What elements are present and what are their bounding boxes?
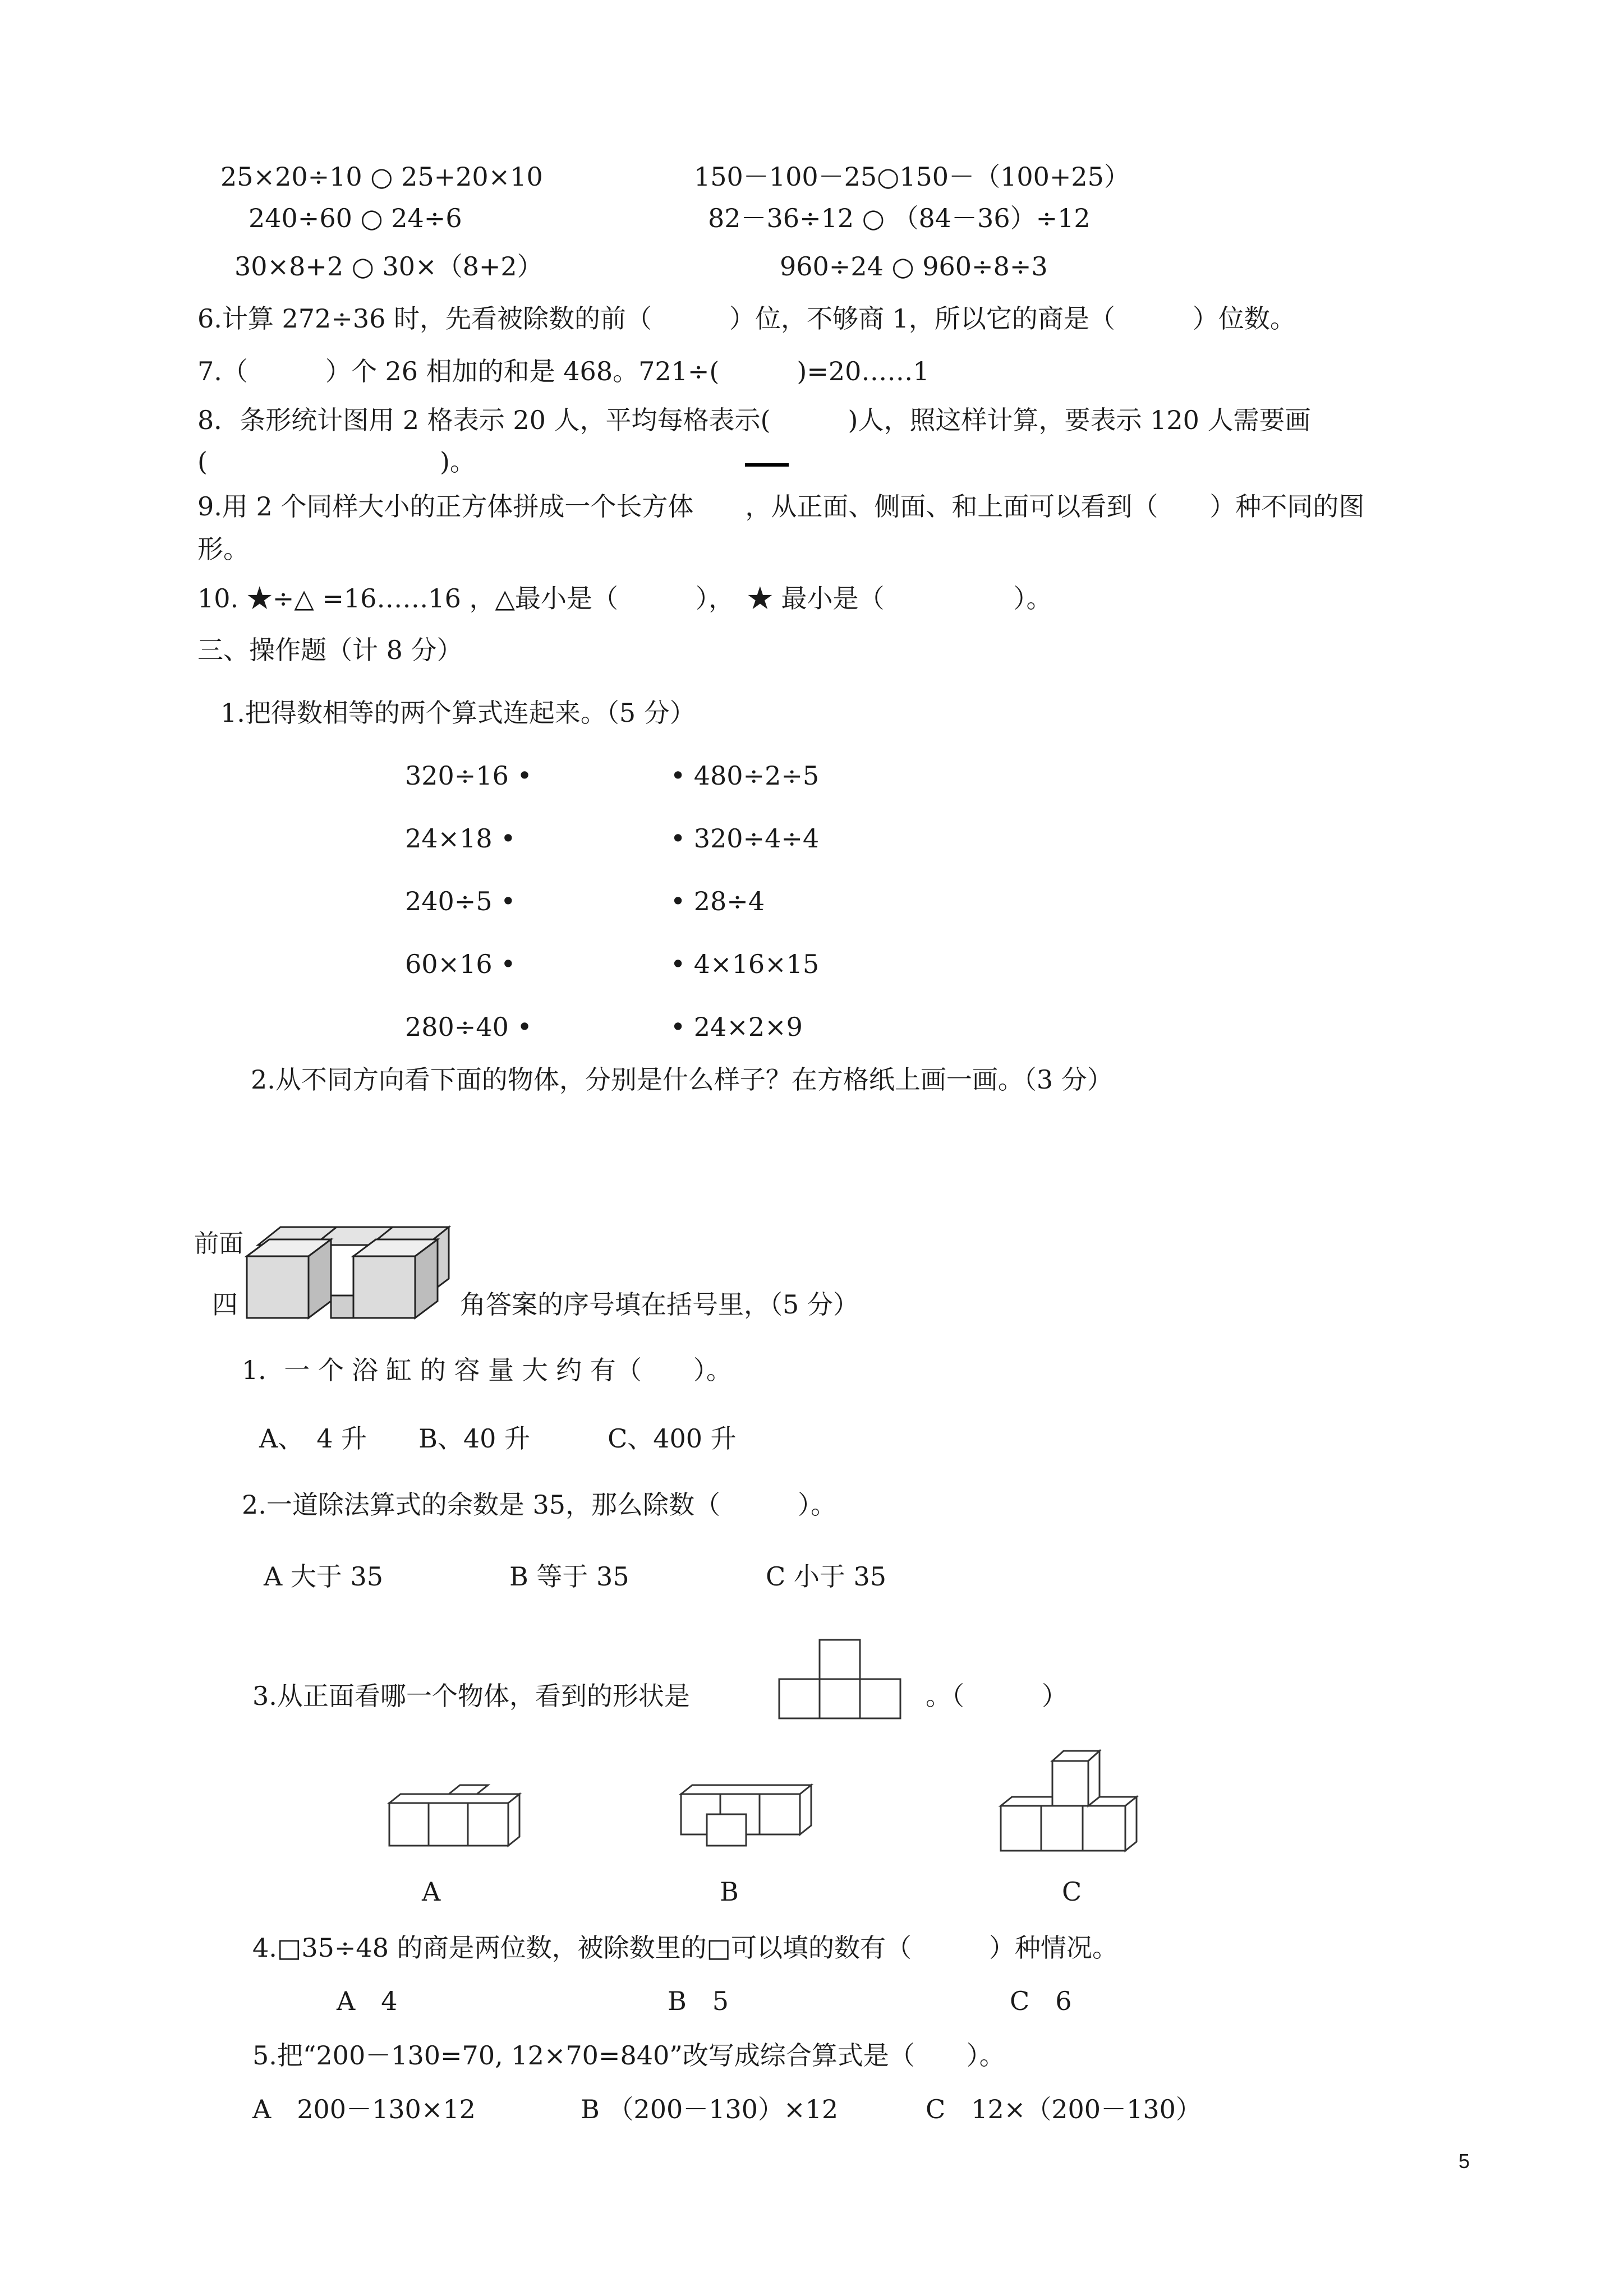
section-4-q5: 5.把“200－130=70, 12×70=840”改写成综合算式是（ ）。	[252, 2040, 1005, 2071]
match-right-4: • 4×16×15	[670, 949, 820, 979]
match-left-4: 60×16 •	[405, 949, 516, 979]
option-b-figure	[679, 1775, 819, 1854]
q2-option-c: C 小于 35	[766, 1561, 886, 1592]
q3-label-b: B	[720, 1877, 739, 1907]
question-7: 7.（ ）个 26 相加的和是 468。721÷( )=20……1	[197, 356, 930, 386]
match-right-1: • 480÷2÷5	[670, 760, 820, 791]
match-right-5: • 24×2×9	[670, 1012, 803, 1042]
section-4-title: 角答案的序号填在括号里，（5 分）	[460, 1289, 859, 1320]
q5-option-b: B （200－130）×12	[581, 2094, 839, 2124]
compare-r2a: 240÷60 ○ 24÷6	[249, 203, 462, 233]
section-4-q3-start: 3.从正面看哪一个物体，看到的形状是	[252, 1681, 690, 1711]
question-8-line1: 8．条形统计图用 2 格表示 20 人，平均每格表示( )人，照这样计算，要表示 120 人需要画	[197, 405, 1311, 435]
q4-option-b: B 5	[668, 1986, 729, 2016]
section-3-q1: 1.把得数相等的两个算式连起来。（5 分）	[220, 698, 696, 728]
cuboid-line-mark	[745, 463, 789, 467]
question-6: 6.计算 272÷36 时，先看被除数的前（ ）位，不够商 1，所以它的商是（ ）位数。	[197, 303, 1296, 334]
section-3-title: 三、操作题（计 8 分）	[197, 635, 463, 665]
section-3-q2: 2.从不同方向看下面的物体，分别是什么样子？在方格纸上画一画。（3 分）	[251, 1064, 1113, 1095]
question-9-line1: 9.用 2 个同样大小的正方体拼成一个长方体 ，从正面、侧面、和上面可以看到（ ）种不同的图	[197, 491, 1365, 522]
match-left-1: 320÷16 •	[405, 760, 532, 791]
q4-option-c: C 6	[1010, 1986, 1072, 2016]
section-4-q3-end: 。（ ）	[926, 1681, 1068, 1711]
question-10: 10. ★÷△ =16……16 ，△最小是（ ）， ★ 最小是（ ）。	[197, 583, 1052, 614]
compare-r1b: 150－100－25○150－（100+25）	[694, 162, 1130, 192]
compare-r1a: 25×20÷10 ○ 25+20×10	[220, 162, 543, 192]
match-left-5: 280÷40 •	[405, 1012, 532, 1042]
match-left-3: 240÷5 •	[405, 886, 516, 916]
match-left-2: 24×18 •	[405, 823, 516, 854]
compare-r2b: 82－36÷12 ○ （84－36）÷12	[708, 203, 1091, 233]
match-right-2: • 320÷4÷4	[670, 823, 820, 854]
page-number: 5	[1459, 2150, 1470, 2173]
section-4-q1-options: A、 4 升 B、40 升 C、400 升	[259, 1423, 737, 1454]
section-4-q2: 2.一道除法算式的余数是 35，那么除数（ ）。	[242, 1490, 837, 1520]
q5-option-c: C 12×（200－130）	[926, 2094, 1202, 2124]
section-4-prefix: 四	[212, 1289, 238, 1320]
option-a-figure	[387, 1775, 527, 1854]
compare-r3a: 30×8+2 ○ 30×（8+2）	[234, 251, 543, 282]
cube-object-figure	[236, 1223, 460, 1324]
front-label: 前面	[194, 1229, 243, 1258]
q2-option-a: A 大于 35	[264, 1561, 383, 1592]
q2-option-b: B 等于 35	[509, 1561, 629, 1592]
section-4-q4: 4.□35÷48 的商是两位数，被除数里的□可以填的数有（ ）种情况。	[252, 1933, 1119, 1963]
option-c-figure	[999, 1739, 1144, 1856]
match-right-3: • 28÷4	[670, 886, 765, 916]
question-9-line2: 形。	[197, 534, 249, 564]
q5-option-a: A 200－130×12	[252, 2094, 476, 2124]
section-4-q1: 1．一 个 浴 缸 的 容 量 大 约 有（ ）。	[242, 1355, 732, 1385]
compare-r3b: 960÷24 ○ 960÷8÷3	[780, 251, 1048, 282]
q3-label-c: C	[1062, 1877, 1082, 1907]
question-8-line2: ( )。	[197, 446, 476, 477]
q4-option-a: A 4	[337, 1986, 398, 2016]
front-view-shape	[777, 1638, 906, 1722]
q3-label-a: A	[422, 1877, 441, 1907]
